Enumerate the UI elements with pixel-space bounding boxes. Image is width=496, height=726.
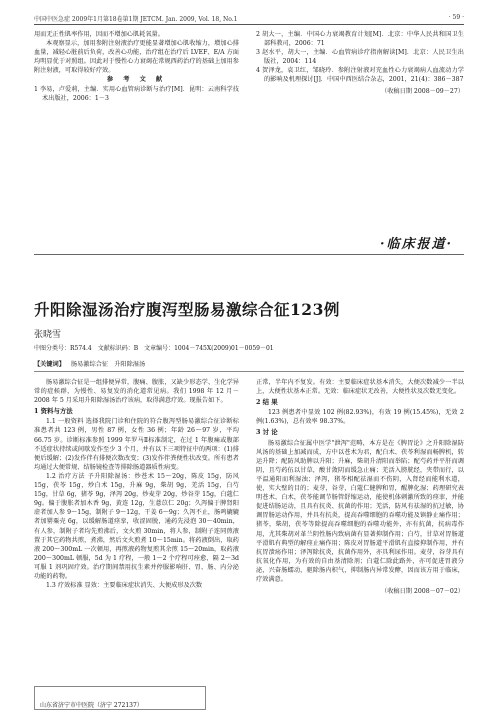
journal-info: 中国中医急症 2009年1月第18卷第1期 JETCM. Jan. 2009, Vol. 18, No.1 [34, 16, 238, 23]
body-paragraph: 1.3 疗效标准 显效：主要临床症状消失、大便成形及次数 [46, 582, 203, 590]
received-date: （收稿日期 2008－07－02） [381, 588, 464, 596]
article-column-right [256, 378, 464, 596]
section-divider [34, 254, 464, 255]
prev-article-column-right [256, 30, 464, 96]
body-paragraph: 1.1 一般资料 选择我院门诊和住院的符合腹泻型肠易激综合征诊断标准患者共 123 例，男性 87 例，女性 36 例；年龄 26～97 岁，平均 66.75 岁。诊断标准参照 1999 年罗马Ⅱ标准制定，在过 1 年腹痛或腹部不适症状持续或间歇发作至少 3 个月，并有以下三项特征中的两项：(1)排便后缓解；(2)发作伴有排便次数改变；(3)发作伴粪便性状改变。所有患者均通过大便常规、结肠镜检查等排除肠道器质性病变。 [34, 418, 239, 471]
running-header [34, 14, 464, 23]
reference-item: 1 李易，卢爱莉，主编．实用心血管病诊断与治疗[M]．昆明：云南科学技术出版社，2006：1－3 [34, 85, 239, 102]
reference-item: 3 赵水平，胡大一，主编．心血管病诊疗指南解读[M]．北京：人民卫生出版社，2004：114 [256, 49, 464, 66]
references-heading: 参 考 文 献 [106, 76, 167, 84]
keywords-label: 【关键词】 [34, 361, 65, 368]
article-author: 张晓雪 [34, 330, 62, 340]
classification-line: 中图分类号：R574.4 文献标识码：B 文章编号：1004－745X(2009)01－0059－01 [34, 345, 274, 352]
body-paragraph: 1.2 治疗方法 予升阳除湿汤：炒苍术 15～20g，陈皮 15g，防风 15g，茯苓 15g，炒白术 15g，升麻 9g，柴胡 9g，羌活 15g，白芍 15g，甘草 6g，猪苓 9g，泽泻 20g，炒麦芽 20g，炒谷芽 15g，白蔻仁 9g。偏于腹胀者加木香 9g，黄连 12g，生薏苡仁 20g；久泻偏于脾肾阳虚者加人参 9～15g，制附子 9～12g，干姜 6～9g；久泻不止，肠鸣辘辘者加罂粟壳 6g，以缓解肠道痉挛，收涩固脱，通药先浸泡 30～40min，有人参，制附子者均先煎沸后，文火煎 30min，将人参，制附子连同煎液置于其它药物共煎，煮沸，然后文火煎煮 10～15min。将药液倒出，取药液 200～300mL 一次顿用，再煎液药物复煎其余煎 15～20min，取药液 200～300mL 顿服，5d 为 1 疗程，一般 1～2 个疗程可痊愈，隔 2～3d 可服 1 剂巩固疗效。治疗期间禁用抗生素并停服影响肝、胃、肠、内分泌功能的药物。 [34, 472, 239, 580]
author-affiliation: 山东省济宁市中医院（济宁 272137） [40, 702, 143, 709]
reference-item: 4 贺泽龙，袁卫红，邹晓玲．参附注射液对充血性心力衰竭病人血流动力学的影响及机理探讨[J]．中国中西医结合杂志，2001，21(4)：386－387 [256, 67, 464, 84]
body-paragraph: 肠易激综合征是一组排便异常，腹痛、腹胀，又缺少形态学、生化学异常的症候群，为慢性、易复发的消化道常见病。我们 1998 年 12 月－2008 年 5 月采用升阳除湿汤治疗该病，取得满意疗效。现报告如下。 [34, 379, 239, 405]
section-heading: 2 结 果 [256, 398, 278, 407]
section-banner: ·临床报道· [380, 237, 454, 252]
body-paragraph: 123 例患者中显效 102 例(82.93%)，有效 19 例(15.45%)，无效 2 例(1.63%)，总有效率 98.37%。 [256, 409, 464, 426]
header-divider [34, 24, 464, 25]
reference-item: 2 胡大一，主编．中国心力衰竭教育计划[M]．北京：中华人民共和国卫生部科教司，2006：71 [256, 31, 464, 48]
keywords-divider [34, 371, 464, 372]
body-paragraph: 正常，半年内不复发。有效：主要临床症状基本消失，大便次数减少一半以上，大便性状基本正常。无效：临床症状无改善，大便性状及次数无变化。 [256, 379, 464, 396]
keywords-text: 肠易激综合征 升阳除湿汤 [70, 361, 146, 368]
prev-article-column-left [34, 30, 239, 103]
section-heading: 3 讨 论 [256, 428, 278, 437]
keywords-line [34, 359, 145, 368]
article-column-left [34, 378, 239, 590]
received-date: （收稿日期 2008－09－27） [381, 87, 464, 95]
prev-paragraph: 用而无正性肌率作用，因而不增加心肌耗氧量。 [34, 31, 164, 38]
article-title: 升阳除湿汤治疗腹泻型肠易激综合征123例 [34, 300, 340, 319]
body-paragraph: 肠易激综合征属中医学"泄泻"范畴，本方是在《脾胃论》之升阳除湿防风汤的基础上加减而成，方中以苍术为君，配白术、茯苓利湿而畅脾机，转运升降；配防风助脾以升阳；升麻，柴胡升清阳而举陷；配芍药并平肝而调阴，且芍药伍以甘草，酸甘敛阴而缓急止痛；羌活入膀胱经，夹带而行，以平温通阳而利湿浊；泽泻，猪苓相配祛湿而不伤阴，入肾经而能利水道，使，实大壁的目的；麦芽，谷芽，白蔻仁健脾和胃，醒脾化湿；药理研究表明苍术、白术，茯苓能调节肠管舒缩运动，能使机体刺激所致的痉挛，并能促进结肠运动，且具有抗炎、抗菌的作用；羌活，防风有祛湿的抗过敏，协调胃肠运动作用，并具有抗炎，提高吞噬细胞的吞噬功能及镇静止痛作用；猪苓，柴胡，茯苓等除提高吞噬细胞的吞噬功能外，亦有抗菌，抗病毒作用，尤其柴胡对革兰阴性肠内致病菌有显著抑制作用；白芍，甘草对胃肠道平滑肌有典型的解痉止痛作用；陈皮对胃肠道平滑肌有直接抑制作用，并有抗胃溃疡作用；泽泻除抗炎，抗菌作用外，亦具利尿作用。麦芽，谷芽具有抗氧化作用，为有效的自由基清除剂；白蔻仁除此路外，亦可促进胃液分泌，兴奋肠蠕动，驱除肠内积气，抑制肠内异常发酵，因而该方用于临床，疗效满意。 [256, 439, 464, 583]
section-heading: 1 资料与方法 [34, 407, 73, 416]
prev-paragraph: 本观察显示，加用参附注射液治疗更能显著增加心肌收缩力，增加心排血量，减轻心脏前后负荷，改善心功能，治疗组在治疗后 LVEF、E/A 方面均明显优于对照组。因此对于慢性心力衰竭在常规西药治疗的基础上加用参附注射液，可取得较好疗效。 [34, 40, 239, 75]
page-number: · 59 · [448, 14, 464, 21]
